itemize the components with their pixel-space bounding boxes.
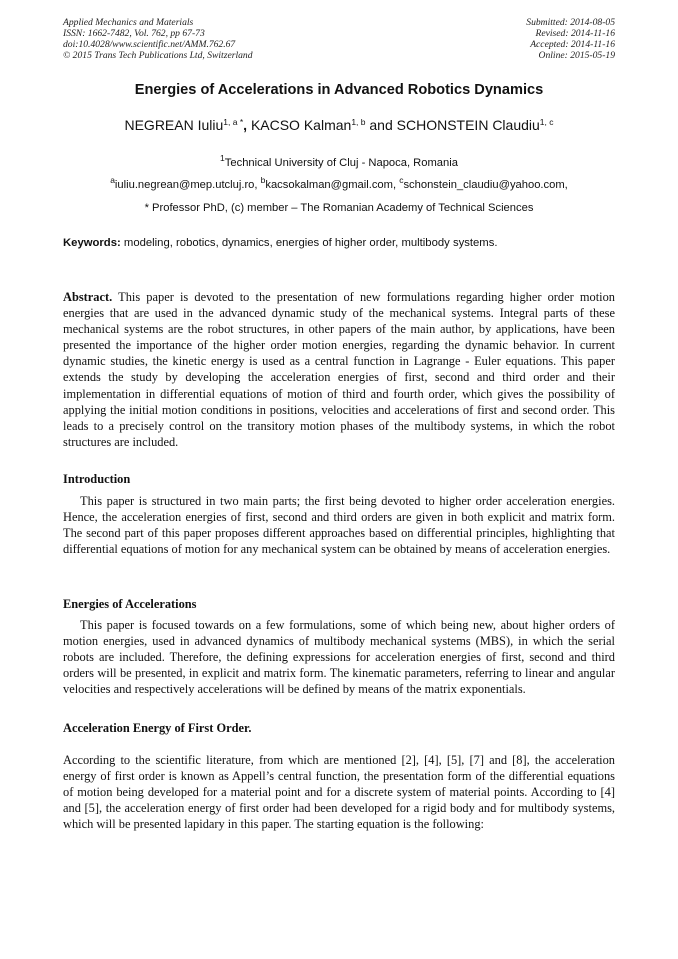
section-heading-introduction: Introduction: [63, 472, 131, 486]
subsection-heading-first-order: Acceleration Energy of First Order.: [63, 721, 252, 735]
author-affil-sup: 1, a *: [223, 117, 244, 127]
paper-title: Energies of Accelerations in Advanced Robotics Dynamics: [134, 82, 544, 98]
introduction-paragraph: This paper is structured in two main parts; the first being devoted to higher order acceleration energies. Hence, the acceleration energies of first, second and third orders are given in both explicit and matrix form. The second part of this paper proposes different approaches based on differential principles, highlighting that differential equations of motion for any mechanical system can be obtained by means of acceleration energies.: [63, 494, 615, 557]
affil-sup: 1: [220, 153, 225, 163]
journal-header-right: [526, 17, 615, 61]
copyright: © 2015 Trans Tech Publications Ltd, Switzerland: [63, 50, 253, 61]
author-name: KACSO Kalman: [250, 117, 352, 133]
affiliation-emails: [63, 175, 615, 192]
energies-paragraph: This paper is focused towards on a few formulations, some of which being new, about higher orders of motion energies, used in advanced dynamics of multibody mechanical systems (MBS), in which the serial robots are included. Therefore, the defining expressions for acceleration energies of first, second and third orders will be presented, in explicit and matrix form. The kinematic parameters, referring to linear and angular velocities and respectively accelerations will be defined by means of the matrix exponentials.: [63, 618, 615, 697]
email-link[interactable]: iuliu.negrean@mep.utcluj.ro,: [114, 179, 258, 191]
journal-issn: ISSN: 1662-7482, Vol. 762, pp 67-73: [63, 28, 205, 39]
keywords-text: modeling, robotics, dynamics, energies of higher order, multibody systems.: [123, 237, 498, 249]
submitted-date: Submitted: 2014-08-05: [526, 17, 615, 28]
first-order-paragraph: According to the scientific literature, from which are mentioned [2], [4], [5], [7] and [8], the acceleration energy of first order is known as Appell’s central function, the presentation form of the differential equations of motion being developed for a material point and for a discrete system of material points. According to [4] and [5], the acceleration energy of first order had been developed for a rigid body and for multibody systems, which will be presented lapidary in this paper. The starting equation is the following:: [63, 753, 615, 832]
author-name: SCHONSTEIN Claudiu: [396, 117, 540, 133]
journal-header-left: [63, 17, 253, 61]
email-link[interactable]: kacsokalman@gmail.com,: [265, 179, 397, 191]
author-separator: and: [369, 117, 393, 133]
affiliation-note: * Professor PhD, (c) member – The Romanian Academy of Technical Sciences: [144, 202, 534, 214]
keywords-label: Keywords:: [63, 237, 121, 249]
email-link[interactable]: schonstein_claudiu@yahoo.com,: [403, 179, 568, 191]
author-name: NEGREAN Iuliu: [124, 117, 224, 133]
author-affil-sup: 1, c: [539, 117, 554, 127]
journal-name: Applied Mechanics and Materials: [63, 17, 194, 28]
doi-link[interactable]: doi:10.4028/www.scientific.net/AMM.762.67: [63, 39, 236, 50]
abstract: [63, 289, 615, 450]
section-heading-energies: Energies of Accelerations: [63, 597, 197, 611]
institution-name: Technical University of Cluj - Napoca, Romania: [224, 157, 458, 169]
accepted-date: Accepted: 2014-11-16: [530, 39, 615, 50]
abstract-label: Abstract.: [63, 290, 113, 304]
abstract-text: This paper is devoted to the presentation of new formulations regarding higher order motion energies that are used in the advanced dynamic study of the mechanical systems. Integral parts of these mechanical systems are the robot structures, in other papers of the main author, by applications, have been presented the importance of the higher order motion energies, regarding the dynamic behavior. In current dynamic studies, the kinetic energy is used as a central function in Lagrange - Euler equations. This paper extends the study by developing the acceleration energies of first, second and third order and their implementation in differential equations of motion of third and fourth order, which gives the possibility of applying the initial motion conditions in positions, velocities and accelerations of first and second order. This leads to a precisely control on the transitory motion phases of the multibody systems, in which the robot structures are included.: [63, 290, 615, 449]
author-separator: ,: [243, 117, 248, 133]
online-date: Online: 2015-05-19: [538, 50, 615, 61]
email-sup: a: [110, 175, 115, 185]
email-sup: c: [399, 175, 404, 185]
author-affil-sup: 1, b: [351, 117, 366, 127]
author-list: [63, 116, 615, 134]
affiliation-institution: [63, 153, 615, 170]
email-sup: b: [260, 175, 266, 185]
revised-date: Revised: 2014-11-16: [535, 28, 615, 39]
keywords: [63, 236, 615, 250]
